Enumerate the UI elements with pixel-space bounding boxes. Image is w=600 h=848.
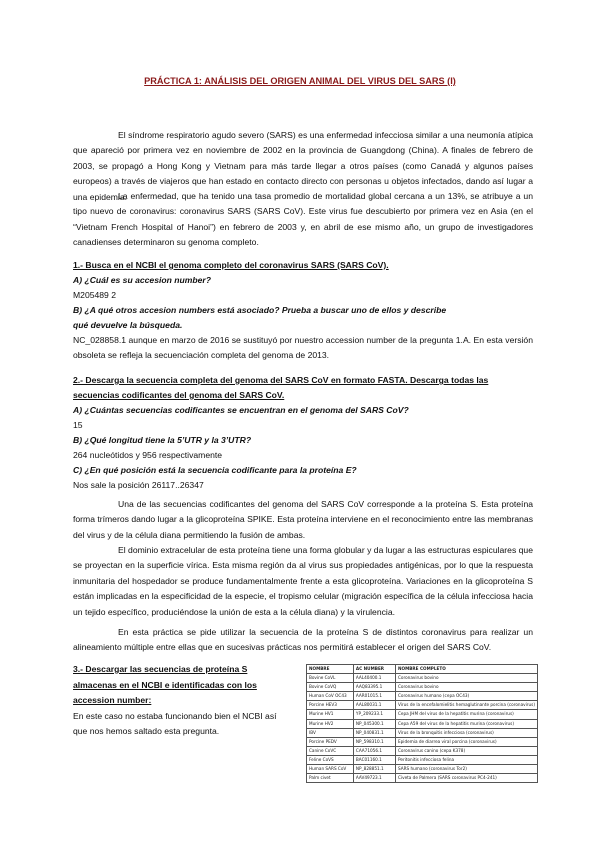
intro-paragraph-2: La enfermedad, que ha tenido una tasa promedio de mortalidad global cercana a un 13%, se atribuye a un tipo nuevo de coronavirus: coronavirus SARS (SARS CoV). Este virus fue descubierto por primera vez en Asia (en el “Vietnam French Hospital of Hanoi”) en febrero de 2003 y, en abril de ese mismo año, un grupo de investigadores canadienses determinaron su genoma completo. xyxy=(73,191,533,248)
table-cell: AAQ83395.1 xyxy=(353,683,395,692)
table-cell: BAC01160.1 xyxy=(353,755,395,764)
table-cell: NP_598310.1 xyxy=(353,737,395,746)
table-row xyxy=(307,719,538,728)
section1-answer-b: NC_028858.1 aunque en marzo de 2016 se sustituyó por nuestro accession number de la pregunta 1.A. En esta versión obsoleta se refleja la secuenciación completa del genoma de 2013. xyxy=(73,335,533,361)
table-cell: Porcine HEV3 xyxy=(307,701,354,710)
table-cell: NP_828851.1 xyxy=(353,765,395,774)
section3-header: 3.- Descargar las secuencias de proteína S almacenas en el NCBI e identificadas con los accession number: xyxy=(73,664,257,706)
table-row xyxy=(307,692,538,701)
table-cell: Porcine PEDV xyxy=(307,737,354,746)
section2-answer-b: 264 nucleótidos y 956 respectivamente xyxy=(73,450,223,460)
table-header-full-name: NOMBRE COMPLETO xyxy=(396,665,538,674)
table-row xyxy=(307,683,538,692)
section1-answer-a: M205489 2 xyxy=(73,290,117,300)
table-cell: Murine HV2 xyxy=(307,719,354,728)
table-cell: Virus de la bronquitis infecciosa (coronavirus) xyxy=(396,728,538,737)
intro-paragraph-1: El síndrome respiratorio agudo severo (SARS) es una enfermedad infecciosa similar a una neumonía atípica que apareció por primera vez en noviembre de 2002 en la provincia de Guangdong (China). A finales de febrero de 2003, se propagó a Hong Kong y Vietnam para más tarde llegar a otros países (como Canadá y algunos países europeos) a través de viajeros que han estado en contacto directo con personas u objetos infectados, dando así lugar a una epidemia. xyxy=(73,130,533,202)
table-row xyxy=(307,674,538,683)
table-row xyxy=(307,710,538,719)
accession-table xyxy=(306,664,538,783)
section2-answer-a: 15 xyxy=(73,420,83,430)
table-cell: Coronavirus bovino xyxy=(396,674,538,683)
body-paragraph-2: El dominio extracelular de esta proteína tiene una forma globular y da lugar a las estructuras espiculares que se proyectan en la superficie vírica. Esta misma región da al virus sus propiedades antigénicas, por lo que la respuesta inmunitaria del hospedador se produce fundamentalmente frente a esta glicoproteína. Variaciones en la glicoproteína S están implicadas en la especificidad de la especie, el tropismo celular (migración específica de la célula infecciosa hacia un tejido específico, produciéndose la unión de esta a la célula diana) y la virulencia. xyxy=(73,545,533,617)
table-cell: Human SARS CoV xyxy=(307,765,354,774)
table-cell: Canine CoVC xyxy=(307,746,354,755)
document-title: PRÁCTICA 1: ANÁLISIS DEL ORIGEN ANIMAL DEL VIRUS DEL SARS (I) xyxy=(144,76,456,86)
section3-note: En este caso no estaba funcionando bien el NCBI así que nos hemos saltado esta pregunta. xyxy=(73,710,277,737)
section2-header-line2: secuencias codificantes del genoma del SARS CoV. xyxy=(73,390,285,400)
table-cell: Cepa JHM del virus de la hepatitis murina (coronavirus) xyxy=(396,710,538,719)
table-cell: Peritonitis infecciosa felina xyxy=(396,755,538,764)
section2-question-b: B) ¿Qué longitud tiene la 5’UTR y la 3’UTR? xyxy=(73,435,252,445)
section2-header-line1: 2.- Descarga la secuencia completa del genoma del SARS CoV en formato FASTA. Descarga todas las xyxy=(73,375,489,385)
section2-question-c: C) ¿En qué posición está la secuencia codificante para la proteína E? xyxy=(73,465,357,475)
table-cell: SARS humano (coronavirus Tor2) xyxy=(396,765,538,774)
table-header-name: NOMBRE xyxy=(307,665,354,674)
table-cell: Cepa A59 del virus de la hepatitis murina (coronavirus) xyxy=(396,719,538,728)
table-cell: Feline CoVS xyxy=(307,755,354,764)
table-cell: NP_045300.1 xyxy=(353,719,395,728)
table-header-row xyxy=(307,665,538,674)
table-row xyxy=(307,774,538,783)
body-paragraph-1: Una de las secuencias codificantes del genoma del SARS CoV corresponde a la proteína S. Esta proteína forma trímeros dando lugar a la glicoproteína SPIKE. Esta proteína interviene en el reconocimiento entre las membranas del virus y de la célula diana permitiendo la fusión de ambas. xyxy=(73,499,533,540)
table-cell: IBV xyxy=(307,728,354,737)
table-cell: Epidemia de diarrea viral porcina (coronavirus) xyxy=(396,737,538,746)
section3-block xyxy=(73,662,288,740)
table-header-ac-number: AC NUMBER xyxy=(353,665,395,674)
section1-question-b-line1: B) ¿A qué otros accesion numbers está asociado? Prueba a buscar uno de ellos y describe xyxy=(73,305,447,315)
table-row xyxy=(307,737,538,746)
table-row xyxy=(307,746,538,755)
table-cell: Coronavirus canino (cepa K378) xyxy=(396,746,538,755)
table-cell: Palm civet xyxy=(307,774,354,783)
section2-question-a: A) ¿Cuántas secuencias codificantes se encuentran en el genoma del SARS CoV? xyxy=(73,405,409,415)
table-cell: Coronavirus bovino xyxy=(396,683,538,692)
table-cell: CAA71056.1 xyxy=(353,746,395,755)
body-paragraph-3: En esta práctica se pide utilizar la secuencia de la proteína S de distintos coronavirus para realizar un alineamiento múltiple entre ellas que en sucesivas prácticas nos permitirá establecer el origen del SARS CoV. xyxy=(73,627,533,653)
table-cell: AAR01015.1 xyxy=(353,692,395,701)
table-cell: Coronavirus humano (cepa OC43) xyxy=(396,692,538,701)
table-row xyxy=(307,701,538,710)
table-cell: Human CoV OC43 xyxy=(307,692,354,701)
table-cell: AAV49723.1 xyxy=(353,774,395,783)
section1-question-b-line2: qué devuelve la búsqueda. xyxy=(73,320,183,330)
table-cell: Bovine CoVL xyxy=(307,674,354,683)
section1-question-a: A) ¿Cuál es su accesion number? xyxy=(73,275,212,285)
table-row xyxy=(307,755,538,764)
section2-answer-c: Nos sale la posición 26117..26347 xyxy=(73,480,204,490)
table-cell: AAL40400.1 xyxy=(353,674,395,683)
table-cell: AAL80031.1 xyxy=(353,701,395,710)
table-cell: Murine HV1 xyxy=(307,710,354,719)
table-row xyxy=(307,765,538,774)
table-cell: YP_209233.1 xyxy=(353,710,395,719)
table-cell: NP_040831.1 xyxy=(353,728,395,737)
table-row xyxy=(307,728,538,737)
table-cell: Virus de la encefalomielitis hemaglutinante porcina (coronavirus) xyxy=(396,701,538,710)
table-cell: Bovine CoVQ xyxy=(307,683,354,692)
section1-header: 1.- Busca en el NCBI el genoma completo del coronavirus SARS (SARS CoV). xyxy=(73,260,389,270)
table-cell: Civeta de Palmera (SARS coronavirus PC4-241) xyxy=(396,774,538,783)
